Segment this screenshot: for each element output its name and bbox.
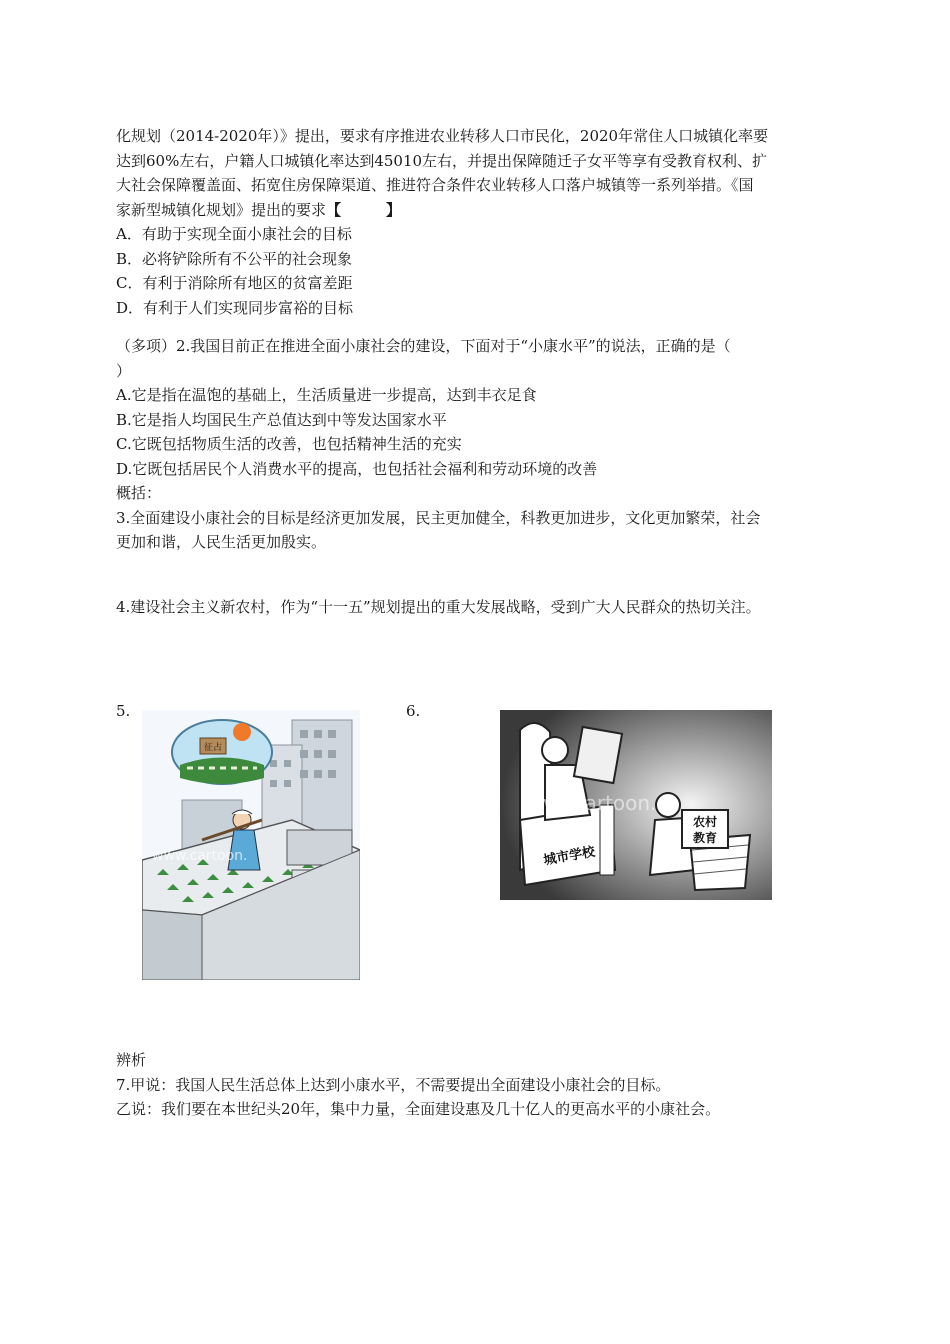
q2-line-2: ） <box>116 361 132 380</box>
q1-line-4 <box>116 198 846 223</box>
q2-line-1: （多项）2.我国目前正在推进全面小康社会的建设，下面对于“小康水平”的说法，正确的是（ <box>116 337 731 355</box>
fig6-rural-label-1: 农村 <box>692 815 718 829</box>
farming-on-rooftop-illustration <box>142 710 360 980</box>
q1-line-2: 达到60%左右，户籍人口城镇化率达到45010左右，并提出保障随迁子女平等享有受教育权利、扩 <box>116 151 768 170</box>
fig6-city-school-label: 城市学校 <box>542 844 597 869</box>
q2-option-a: A.它是指在温饱的基础上，生活质量进一步提高，达到丰衣足食 <box>116 386 537 404</box>
fig6-watermark: www.cartoon.cn <box>520 791 681 815</box>
q1-option-b: B．必将铲除所有不公平的社会现象 <box>116 249 353 268</box>
figure-6-number: 6. <box>406 702 421 720</box>
q1-line-1: 化规划（2014-2020年）》提出，要求有序推进农业转移人口市民化，2020年常住人口城镇化率要 <box>116 127 769 145</box>
page-content <box>116 124 846 619</box>
analysis-section <box>116 1048 846 1122</box>
q2-option-c: C.它既包括物质生活的改善，也包括精神生活的充实 <box>116 435 462 453</box>
q1-option-a: A．有助于实现全面小康社会的目标 <box>116 225 352 243</box>
figure-5-cartoon <box>142 710 360 980</box>
q4-line: 4.建设社会主义新农村，作为“十一五”规划提出的重大发展战略，受到广大人民群众的热切关注。 <box>116 597 761 616</box>
fig5-watermark: www.cartoon. <box>152 848 248 864</box>
q3-line-1: 3.全面建设小康社会的目标是经济更加发展，民主更加健全，科教更加进步，文化更加繁荣，社会 <box>116 508 761 527</box>
q1-option-c: C．有利于消除所有地区的贫富差距 <box>116 274 353 292</box>
figure-6-cartoon <box>500 710 772 900</box>
q2-option-d: D.它既包括居民个人消费水平的提高，也包括社会福利和劳动环境的改善 <box>116 459 598 478</box>
fig5-sign-text: 征占 <box>203 743 223 753</box>
q2-option-b: B.它是指人均国民生产总值达到中等发达国家水平 <box>116 410 447 429</box>
summary-heading: 概括： <box>116 484 162 502</box>
analysis-heading: 辨析 <box>116 1051 147 1069</box>
answer-bracket: 【 】 <box>326 200 402 219</box>
fig6-rural-label-2: 教育 <box>692 831 718 845</box>
q7-line-1: 7.甲说：我国人民生活总体上达到小康水平，不需要提出全面建设小康社会的目标。 <box>116 1075 671 1094</box>
q1-line-3: 大社会保障覆盖面、拓宽住房保障渠道、推进符合条件农业转移人口落户城镇等一系列举措。《国 <box>116 176 754 194</box>
q1-option-d: D．有利于人们实现同步富裕的目标 <box>116 298 354 317</box>
figure-5-number: 5. <box>116 702 131 720</box>
urban-rural-education-illustration <box>500 710 772 900</box>
q3-line-2: 更加和谐，人民生活更加殷实。 <box>116 533 327 551</box>
q1-line-4-text: 家新型城镇化规划》提出的要求 <box>116 200 327 219</box>
q7-line-2: 乙说：我们要在本世纪头20年，集中力量，全面建设惠及几十亿人的更高水平的小康社会。 <box>116 1100 721 1118</box>
